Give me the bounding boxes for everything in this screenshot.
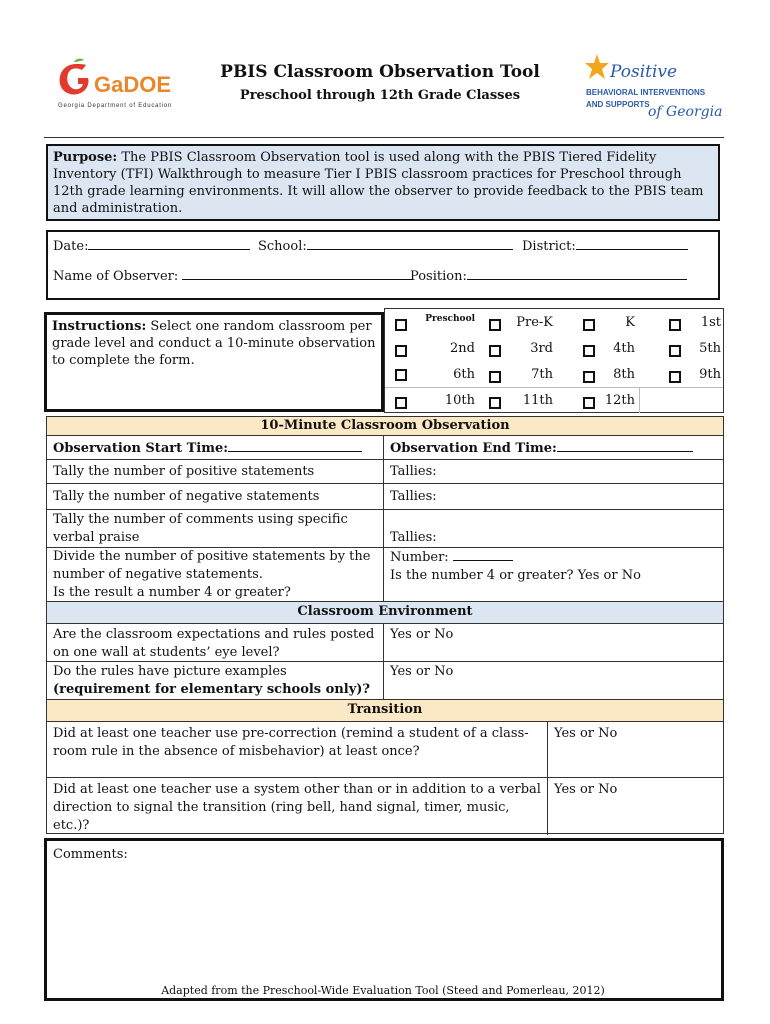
gadoe-logo-sub: Georgia Department of Education [58,103,173,109]
instructions-label: Instructions: [52,319,147,334]
header-divider [44,137,724,138]
yes-no-answer[interactable]: Yes or No [383,662,723,699]
instructions-box [44,312,384,412]
comments-label: Comments: [53,847,128,862]
transition-heading: Transition [47,699,723,721]
school-label: School: [258,239,307,254]
purpose-text: The PBIS Classroom Observation tool is used along with the PBIS Tiered Fidelity Inventory (TFI) Walkthrough to measure Tier I PBIS classroom practices for Preschool through 12th grade learning environments. It will allow the observer to provide feedback to the PBIS team and administration. [53,150,704,216]
district-label: District: [522,239,576,254]
table-row: Did at least one teacher use pre-correction (remind a student of a class-room rule in the absence of misbehavior) at least once? Yes or No [47,721,723,777]
pbis-logo-line2: BEHAVIORAL INTERVENTIONS [586,88,706,97]
yes-no-answer[interactable]: Yes or No [383,624,723,661]
checkbox[interactable] [583,345,595,357]
table-row [47,547,723,601]
purpose-label: Purpose: [53,150,118,165]
yes-no-answer[interactable]: Yes or No [547,778,723,835]
pbis-logo-line3: AND SUPPORTS [586,100,650,109]
table-row: Tally the number of positive statements Tallies: [47,459,723,483]
grade-selector: Preschool Pre-K K 1st 2nd 3rd 4th 5th 6th 7th 8th 9th 10th 11th 12th [384,308,724,413]
number-field[interactable] [453,548,513,561]
checkbox[interactable] [395,397,407,409]
checkbox[interactable] [669,345,681,357]
yes-no-answer[interactable]: Yes or No [547,722,723,777]
page-subtitle: Preschool through 12th Grade Classes [239,88,521,103]
pbis-logo-line4: of Georgia [648,104,723,120]
footer-citation: Adapted from the Preschool-Wide Evaluation Tool (Steed and Pomerleau, 2012) [161,984,605,997]
checkbox[interactable] [489,371,501,383]
table-row: Tally the number of negative statements Tallies: [47,483,723,509]
tallies-field[interactable]: Tallies: [383,460,723,483]
tallies-field[interactable]: Tallies: [383,484,723,509]
star-icon [584,52,610,82]
district-field[interactable] [576,237,688,250]
table-row: Tally the number of comments using specific verbal praise Tallies: [47,509,723,547]
table-row: Are the classroom expectations and rules posted on one wall at students’ eye level? Yes or No [47,623,723,661]
environment-heading: Classroom Environment [47,601,723,623]
end-time-label: Observation End Time: [390,441,557,456]
date-field[interactable] [88,237,250,250]
observation-heading: 10-Minute Classroom Observation [47,417,723,435]
grade-grid-divider [639,387,640,413]
purpose-box [46,144,720,221]
observation-table [46,416,724,834]
table-row: Did at least one teacher use a system other than or in addition to a verbal direction to signal the transition (ring bell, hand signal, timer, music, etc.)? Yes or No [47,777,723,835]
instructions-text: Select one random classroom per grade level and conduct a 10-minute observation to complete the form. [52,319,376,368]
checkbox[interactable] [395,369,407,381]
checkbox[interactable] [583,371,595,383]
pbis-logo-positive: Positive [610,62,678,82]
tallies-field[interactable]: Tallies: [383,510,723,547]
checkbox[interactable] [395,319,407,331]
comments-box[interactable] [44,838,724,1001]
date-label: Date: [53,239,89,254]
ratio-question-2: Is the result a number 4 or greater? [53,585,291,600]
school-field[interactable] [307,237,513,250]
start-time-field[interactable] [228,439,362,452]
checkbox[interactable] [583,319,595,331]
observation-info-box [46,230,720,300]
ratio-question: Divide the number of positive statements by the number of negative statements. [53,549,371,582]
gadoe-logo-text: GaDOE [94,72,172,97]
end-time-field[interactable] [557,439,693,452]
ratio-answer[interactable]: Is the number 4 or greater? Yes or No [390,568,641,583]
checkbox[interactable] [395,345,407,357]
gadoe-logo [56,58,181,113]
position-field[interactable] [467,267,687,280]
picture-rules-note: (requirement for elementary schools only)? [53,682,371,697]
checkbox[interactable] [669,371,681,383]
checkbox[interactable] [489,345,501,357]
table-row [47,661,723,699]
checkbox[interactable] [583,397,595,409]
time-row [47,435,723,459]
pbis-georgia-logo [584,52,724,127]
picture-rules-question: Do the rules have picture examples [53,664,287,679]
observer-label: Name of Observer: [53,269,179,284]
position-label: Position: [410,269,467,284]
observer-field[interactable] [182,267,412,280]
start-time-label: Observation Start Time: [53,441,229,456]
checkbox[interactable] [489,319,501,331]
checkbox[interactable] [489,397,501,409]
checkbox[interactable] [669,319,681,331]
grade-grid-divider [385,387,723,388]
page-title: PBIS Classroom Observation Tool [220,62,540,82]
number-label: Number: [390,550,449,565]
